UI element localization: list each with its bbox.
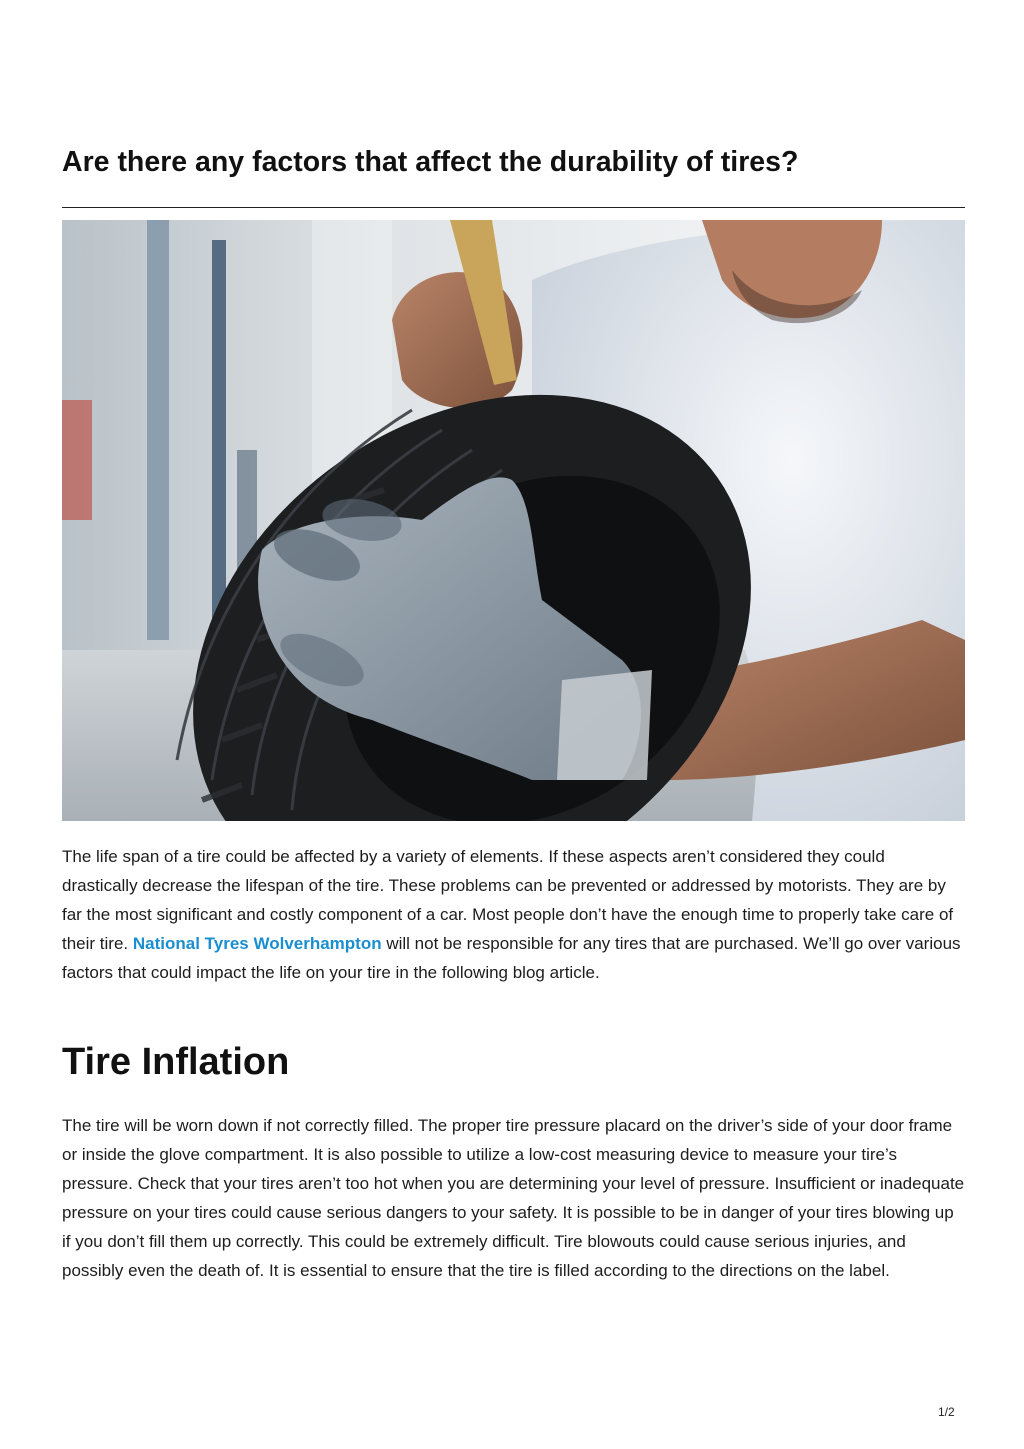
article-title: Are there any factors that affect the durability of tires? xyxy=(62,146,799,178)
intro-text-after-link: will not be responsible for any tires that are purchased. We’ll go over various factors that could impact the life on your tire in the following blog article. xyxy=(62,934,961,982)
section-heading: Tire Inflation xyxy=(62,1041,290,1083)
hero-image-mechanic-with-tire xyxy=(62,220,965,821)
intro-paragraph xyxy=(62,842,965,987)
title-divider xyxy=(62,207,965,208)
intro-text-before-link: The life span of a tire could be affected by a variety of elements. If these aspects aren’t considered they could drastically decrease the lifespan of the tire. These problems can be prevented or addressed by motorists. They are by far the most significant and costly component of a car. Most people don’t have the enough time to properly take care of their tire. xyxy=(62,847,954,953)
page-number: 1/2 xyxy=(938,1405,955,1419)
national-tyres-link[interactable]: National Tyres Wolverhampton xyxy=(132,934,382,953)
section-body-paragraph: The tire will be worn down if not correctly filled. The proper tire pressure placard on the driver’s side of your door frame or inside the glove compartment. It is also possible to utilize a low-cost measuring device to measure your tire’s pressure. Check that your tires aren’t too hot when you are determining your level of pressure. Insufficient or inadequate pressure on your tires could cause serious dangers to your safety. It is possible to be in danger of your tires blowing up if you don’t fill them up correctly. This could be extremely difficult. Tire blowouts could cause serious injuries, and possibly even the death of. It is essential to ensure that the tire is filled according to the directions on the label. xyxy=(62,1116,965,1280)
